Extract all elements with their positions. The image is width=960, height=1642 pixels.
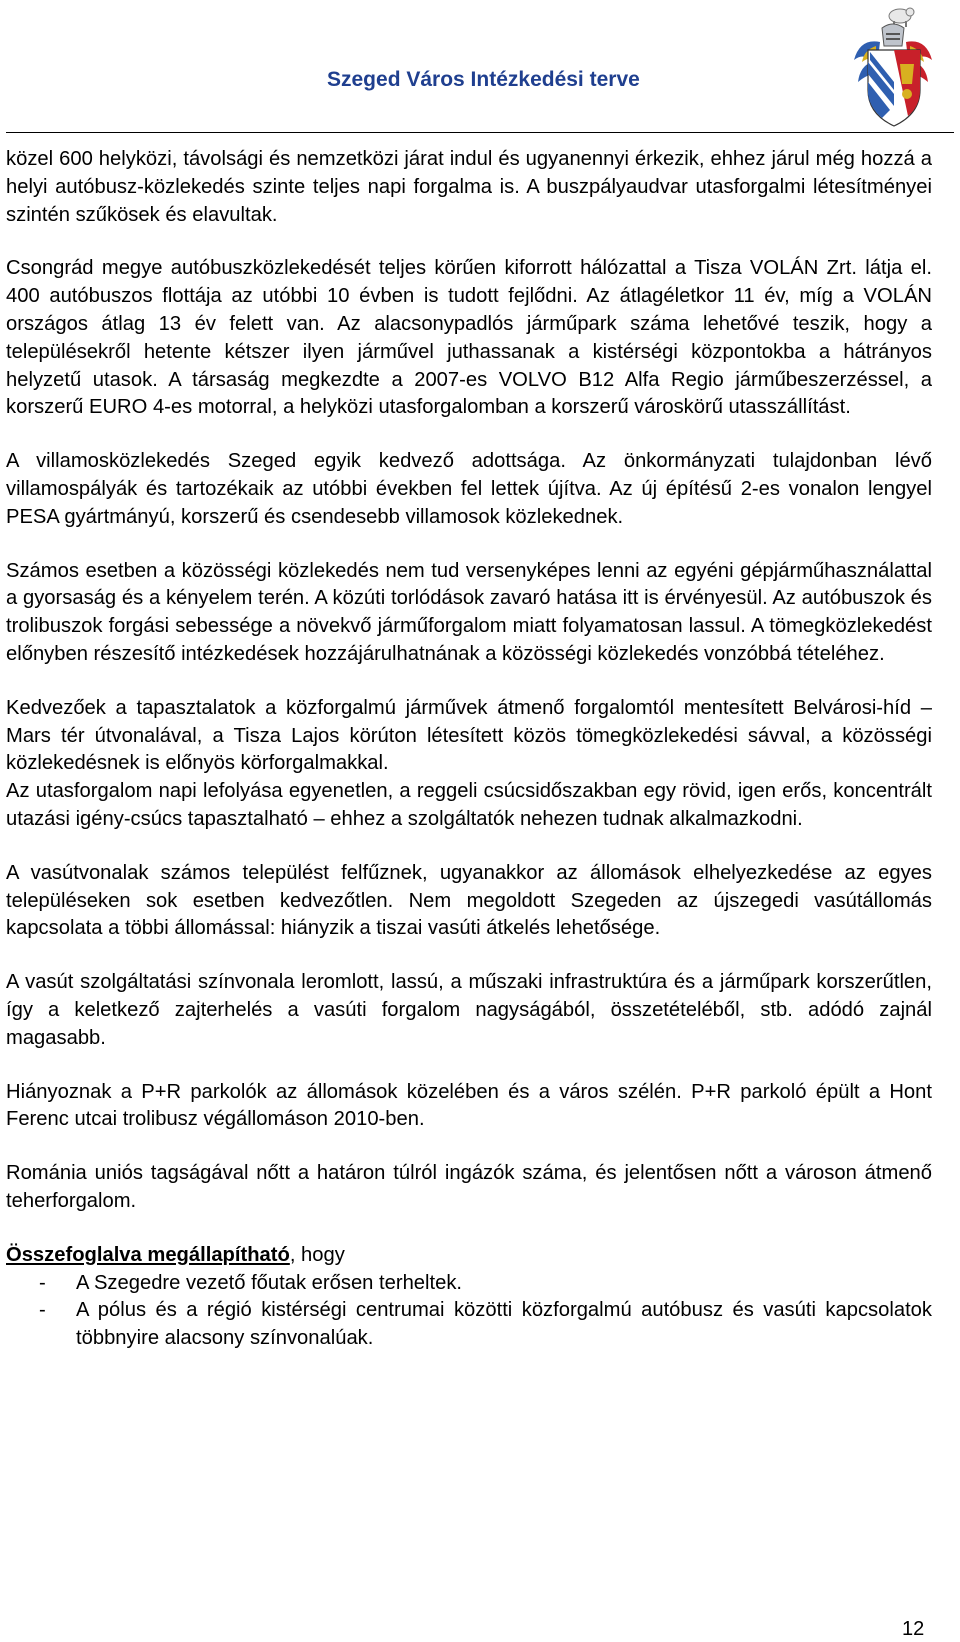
summary-lead: [6, 1242, 932, 1270]
summary-lead-bold: Összefoglalva megállapítható: [6, 1243, 290, 1266]
list-item: [6, 1270, 932, 1298]
paragraph-park-and-ride: Hiányoznak a P+R parkolók az állomások közelében és a város szélén. P+R parkoló épült a Hont Ferenc utcai trolibusz végállomáson 2010-ben.: [6, 1080, 932, 1131]
bullet-dash: -: [39, 1271, 46, 1294]
header-divider: [6, 132, 954, 133]
paragraph-volan: Csongrád megye autóbuszközlekedését teljes körűen kiforrott hálózattal a Tisza VOLÁN Zrt. látja el. 400 autóbuszos flottája az utóbbi 10 évben is tudott fejlődni. Az átlagéletkor 11 év, míg a VOLÁN országos átlag 13 év felett van. Az alacsonypadlós járműpark száma lehetővé teszik, hogy a településekről hetente kétszer ilyen járművel juthassanak a kistérségi központokba a hátrányos helyzetű utasok. A társaság megkezdte a 2007-es VOLVO B12 Alfa Regio járműbeszerzéssel, a korszerű EURO 4-es motorral, a helyközi utasforgalomban a korszerű városkörű utasszállítást.: [6, 257, 932, 419]
list-item-text: A pólus és a régió kistérségi centrumai közötti közforgalmú autóbusz és vasúti kapcsolatok többnyire alacsony színvonalúak.: [76, 1299, 932, 1350]
paragraph-peak-demand: Az utasforgalom napi lefolyása egyenetlen, a reggeli csúcsidőszakban egy rövid, igen erős, koncentrált utazási igény-csúcs tapasztalható – ehhez a szolgáltatók nehezen tudnak alkalmazkodni.: [6, 780, 932, 830]
list-item-text: A Szegedre vezető főutak erősen terheltek.: [76, 1271, 463, 1294]
page-number: 12: [902, 1618, 925, 1640]
summary-list: [6, 1270, 932, 1353]
paragraph-tram: A villamosközlekedés Szeged egyik kedvező adottsága. Az önkormányzati tulajdonban lévő villamospályák és tartozékaik az utóbbi években fel lettek újítva. Az új építésű 2-es vonalon lengyel PESA gyártmányú, korszerű és csendesebb villamosok közlekednek.: [6, 450, 932, 528]
paragraph-competitiveness: Számos esetben a közösségi közlekedés nem tud versenyképes lenni az egyéni gépjárműhasználattal a gyorsaság és a kényelem terén. A közúti torlódások zavaró hatása itt is érvényesül. Az autóbuszok és trolibuszok forgási sebessége a növekvő járműforgalom miatt folyamatosan lassul. A tömegközlekedést előnyben részesítő intézkedések hozzájárulhatnának a közösségi közlekedés vonzóbbá tételéhez.: [6, 559, 932, 665]
summary-lead-rest: , hogy: [289, 1243, 345, 1266]
list-item: [6, 1297, 932, 1353]
page-header-title: Szeged Város Intézkedési terve: [327, 68, 640, 91]
paragraph-bus-station: közel 600 helyközi, távolsági és nemzetközi járat indul és ugyanennyi érkezik, ehhez járul még hozzá a helyi autóbusz-közlekedés szinte teljes napi forgalma is. A buszpályaudvar utasforgalmi létesítményei szintén szűkösek és elavultak.: [6, 148, 932, 226]
paragraph-railway-lines: A vasútvonalak számos települést felfűznek, ugyanakkor az állomások elhelyezkedése az egyes településeken sok esetben kedvezőtlen. Nem megoldott Szegeden az újszegedi vasútállomás kapcsolata a többi állomással: hiányzik a tiszai vasúti átkelés lehetősége.: [6, 861, 932, 940]
paragraph-romania: Románia uniós tagságával nőtt a határon túlról ingázók száma, és jelentősen nőtt a városon átmenő teherforgalom.: [6, 1162, 932, 1212]
paragraph-railway-quality: A vasút szolgáltatási színvonala leromlott, lassú, a műszaki infrastruktúra és a járműpark korszerűtlen, így a keletkező zajterhelés a vasúti forgalom nagyságából, összetételéből, stb. adódó zajnál magasabb.: [6, 971, 932, 1049]
bullet-dash: -: [39, 1299, 46, 1322]
paragraph-bus-lanes: Kedvezőek a tapasztalatok a közforgalmú járművek átmenő forgalomtól mentesített Belvárosi-híd – Mars tér útvonalával, a Tisza Lajos körúton létesített közös tömegközlekedési sávval, a közösségi közlekedésnek is előnyös körforgalmakkal.: [6, 696, 932, 775]
summary-section: [6, 1242, 932, 1353]
szeged-coat-of-arms-icon: [830, 2, 956, 132]
document-body: [6, 146, 932, 1353]
